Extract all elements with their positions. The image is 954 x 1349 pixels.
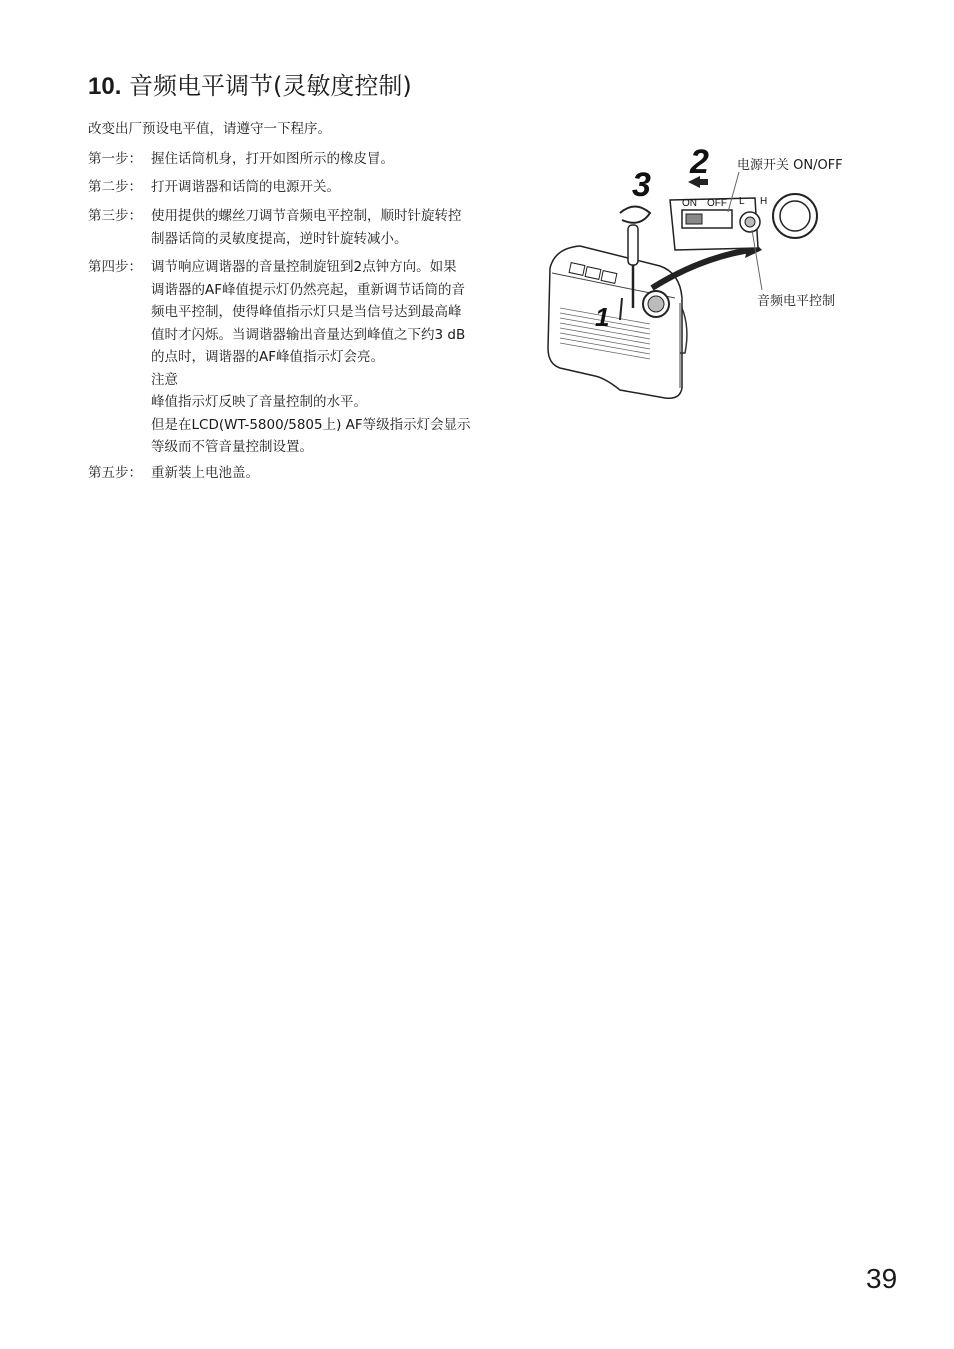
- step-text-line: 的点时，调谐器的AF峰值指示灯会亮。: [151, 349, 384, 365]
- mic-body-outline: [548, 246, 682, 398]
- switch-on-label: ON: [682, 198, 697, 209]
- note-text-line: 峰值指示灯反映了音量控制的水平。: [151, 394, 367, 410]
- step-text-line: 重新装上电池盖。: [151, 465, 259, 481]
- step-number-1: 1: [595, 302, 610, 332]
- mic-connector-inner: [648, 296, 664, 312]
- step-text-line: 值时才闪烁。当调谐器输出音量达到峰值之下约3 dB: [151, 326, 466, 343]
- section-number: 10.: [88, 73, 122, 100]
- step-label: 第四步：: [88, 259, 142, 275]
- step-number-3: 3: [632, 166, 651, 204]
- step-label: 第三步：: [88, 208, 142, 224]
- note-text-line: 等级而不管音量控制设置。: [151, 439, 313, 455]
- step-text-line: 频电平控制，使得峰值指示灯只是当信号达到最高峰: [151, 304, 462, 320]
- level-low-label: L: [739, 196, 745, 207]
- step-text-line: 打开调谐器和话筒的电源开关。: [151, 179, 340, 195]
- power-switch-label: 电源开关 ON/OFF: [737, 158, 843, 173]
- level-high-label: H: [760, 196, 768, 207]
- switch-knob-icon: [686, 214, 702, 224]
- note-heading: 注意: [151, 371, 178, 388]
- intro-text: 改变出厂预设电平值，请遵守一下程序。: [88, 121, 331, 137]
- section-title-text: 音频电平调节(灵敏度控制): [129, 72, 412, 100]
- switch-off-label: OFF: [707, 198, 727, 209]
- step-text-line: 使用提供的螺丝刀调节音频电平控制，顺时针旋转控: [151, 208, 462, 224]
- rotate-arrow-icon: [620, 207, 650, 223]
- step-number-2: 2: [690, 143, 709, 181]
- audio-level-label: 音频电平控制: [757, 294, 836, 309]
- step-label: 第二步：: [88, 179, 142, 195]
- section-title: [88, 66, 412, 101]
- step-label: 第一步：: [88, 151, 142, 167]
- page-number: 39: [866, 1263, 898, 1294]
- note-text-line: 但是在LCD(WT-5800/5805上) AF等级指示灯会显示: [151, 416, 471, 433]
- step-label: 第五步：: [88, 465, 142, 481]
- step-text-line: 调节响应调谐器的音量控制旋钮到2点钟方向。如果: [151, 259, 457, 275]
- step-text-line: 制器话筒的灵敏度提高，逆时针旋转减小。: [151, 230, 408, 247]
- step-text-line: 握住话筒机身，打开如图所示的橡皮冒。: [151, 151, 394, 167]
- microphone-illustration: [540, 138, 870, 413]
- step-text-line: 调谐器的AF峰值提示灯仍然亮起，重新调节话筒的音: [151, 281, 465, 298]
